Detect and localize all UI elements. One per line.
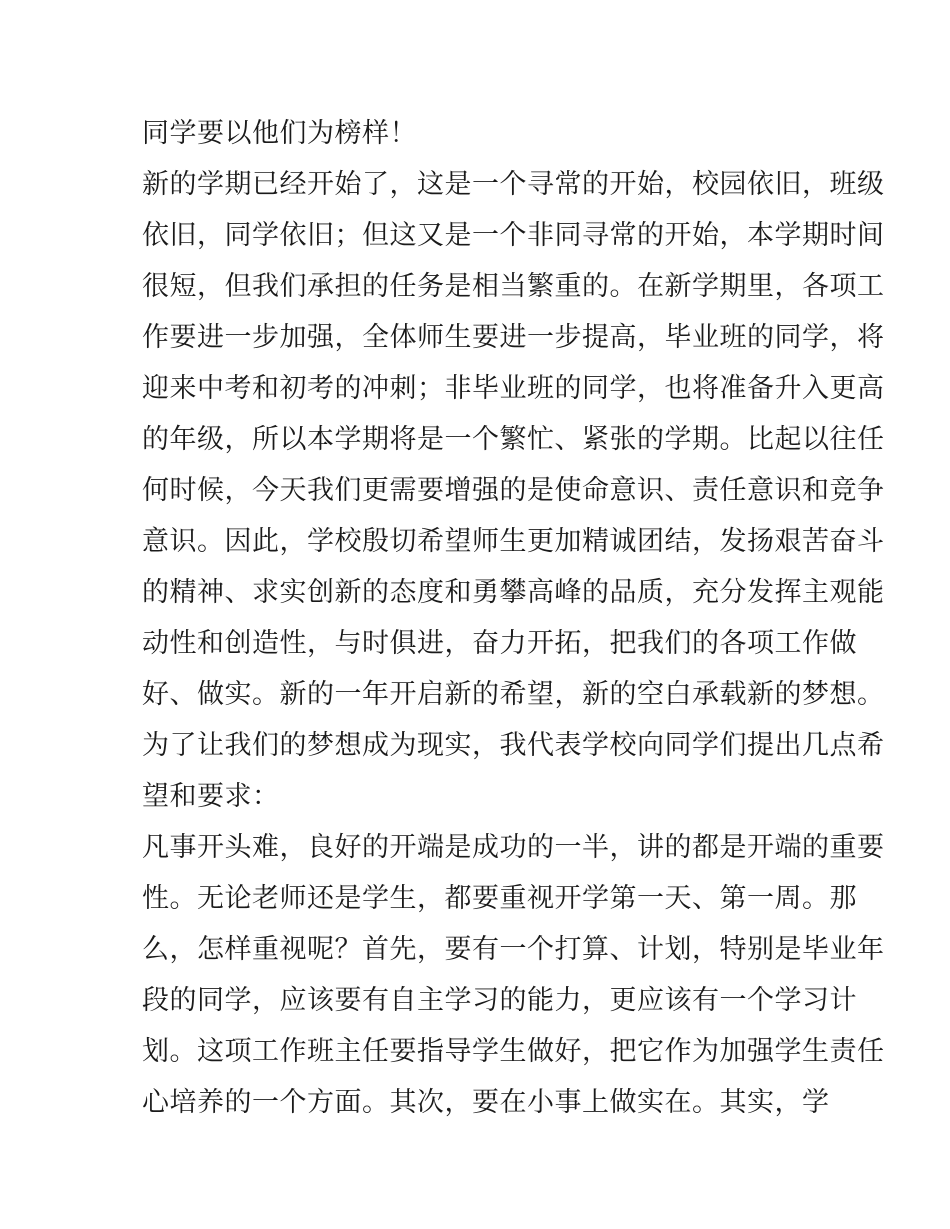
text-line: 为了让我们的梦想成为现实，我代表学校向同学们提出几点希 — [142, 730, 885, 761]
text-line: 意识。因此，学校殷切希望师生更加精诚团结，发扬艰苦奋斗 — [142, 526, 885, 557]
text-line: 心培养的一个方面。其次，要在小事上做实在。其实，学 — [142, 1087, 830, 1118]
text-line: 同学要以他们为榜样！ — [142, 118, 417, 149]
text-line: 新的学期已经开始了，这是一个寻常的开始，校园依旧，班级 — [142, 169, 885, 200]
text-line: 迎来中考和初考的冲刺；非毕业班的同学，也将准备升入更高 — [142, 373, 885, 404]
text-line: 凡事开头难，良好的开端是成功的一半，讲的都是开端的重要 — [142, 832, 885, 863]
text-line: 很短，但我们承担的任务是相当繁重的。在新学期里，各项工 — [142, 271, 885, 302]
text-line: 性。无论老师还是学生，都要重视开学第一天、第一周。那 — [142, 883, 857, 914]
document-body — [142, 108, 885, 1128]
text-line: 依旧，同学依旧；但这又是一个非同寻常的开始，本学期时间 — [142, 220, 885, 251]
text-line: 好、做实。新的一年开启新的希望，新的空白承载新的梦想。 — [142, 679, 885, 710]
text-line: 划。这项工作班主任要指导学生做好，把它作为加强学生责任 — [142, 1036, 885, 1067]
text-line: 段的同学，应该要有自主学习的能力，更应该有一个学习计 — [142, 985, 857, 1016]
text-line: 望和要求： — [142, 781, 280, 812]
text-line: 的精神、求实创新的态度和勇攀高峰的品质，充分发挥主观能 — [142, 577, 885, 608]
text-line: 么，怎样重视呢？首先，要有一个打算、计划，特别是毕业年 — [142, 934, 885, 965]
text-line: 作要进一步加强，全体师生要进一步提高，毕业班的同学，将 — [142, 322, 885, 353]
text-line: 何时候，今天我们更需要增强的是使命意识、责任意识和竞争 — [142, 475, 885, 506]
text-line: 动性和创造性，与时俱进，奋力开拓，把我们的各项工作做 — [142, 628, 857, 659]
text-line: 的年级，所以本学期将是一个繁忙、紧张的学期。比起以往任 — [142, 424, 885, 455]
